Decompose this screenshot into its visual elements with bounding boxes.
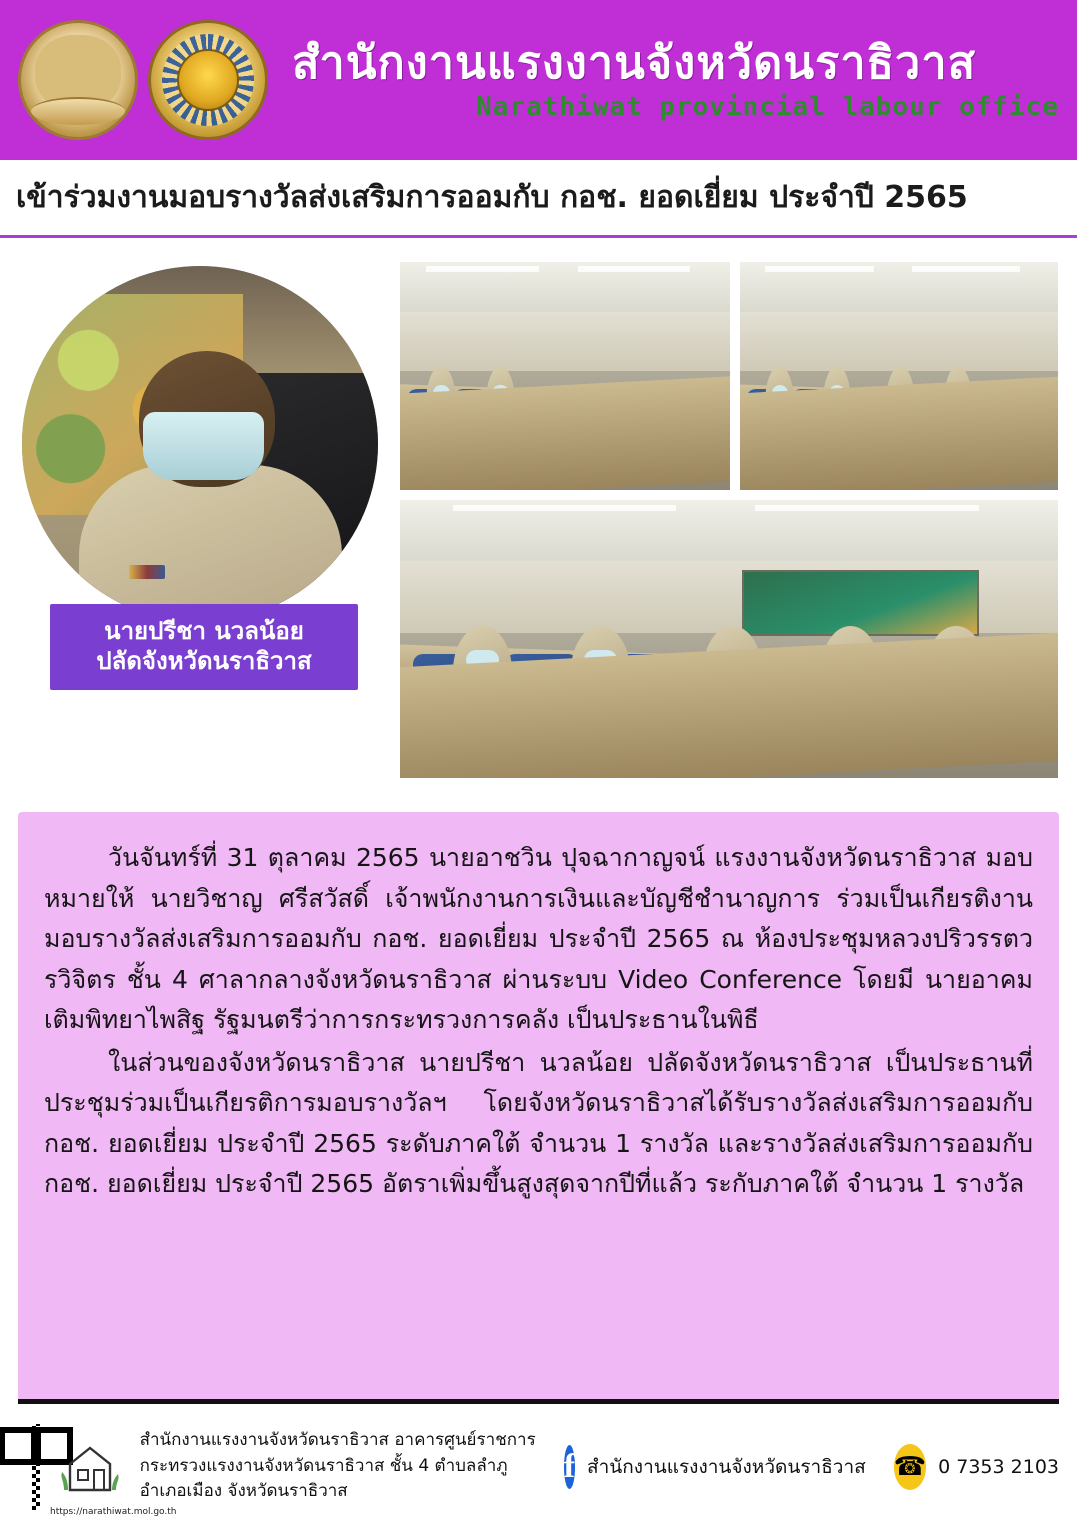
qr-url-label: https://narathiwat.mol.go.th xyxy=(50,1507,177,1517)
page-title-bar xyxy=(0,160,1077,238)
building-icon xyxy=(56,1432,126,1502)
portrait-name-plate xyxy=(50,604,358,690)
photo-meeting-two-officials xyxy=(400,262,730,490)
article-body xyxy=(18,812,1059,1402)
phone-number: 0 7353 2103 xyxy=(938,1455,1059,1478)
address-line-3: อำเภอเมือง จังหวัดนราธิวาส xyxy=(139,1481,348,1502)
article-paragraph-2: ในส่วนของจังหวัดนราธิวาส นายปรีชา นวลน้อย ปลัดจังหวัดนราธิวาส เป็นประธานที่ประชุมร่วมเป็นเกียรติการมอบรางวัลฯ โดยจังหวัดนราธิวาสได้รับรางวัลส่งเสริมการออมกับ กอช. ยอดเยี่ยม ประจำปี 2565 ระดับภาคใต้ จำนวน 1 รางวัล และรางวัลส่งเสริมการออมกับ กอช. ยอดเยี่ยม ประจำปี 2565 อัตราเพิ่มขึ้นสูงสุดจากปีที่แล้ว ระกับภาคใต้ จำนวน 1 รางวัล xyxy=(44,1047,1033,1198)
portrait-caption-name: นายปรีชา นวลน้อย xyxy=(104,617,304,645)
photo-gallery xyxy=(0,238,1077,798)
address-line-1: สำนักงานแรงงานจังหวัดนราธิวาส อาคารศูนย์ราชการ xyxy=(139,1430,536,1451)
portrait-caption-position: ปลัดจังหวัดนราธิวาส xyxy=(96,647,312,675)
photo-video-conference-room xyxy=(400,500,1058,778)
photo-meeting-room-wide xyxy=(740,262,1058,490)
photo-portrait-official xyxy=(22,266,378,622)
address-line-2: กระทรวงแรงงานจังหวัดนราธิวาส ชั้น 4 ตำบลลำภู xyxy=(139,1455,508,1476)
org-name-thai: สำนักงานแรงงานจังหวัดนราธิวาส xyxy=(292,35,977,89)
narathiwat-province-emblem-icon xyxy=(148,20,268,140)
portrait-block xyxy=(22,266,392,690)
qr-code-icon[interactable] xyxy=(32,1424,40,1510)
ministry-of-labour-emblem-icon xyxy=(18,20,138,140)
office-address xyxy=(140,1428,536,1505)
page-header xyxy=(0,0,1077,160)
page-title: เข้าร่วมงานมอบรางวัลส่งเสริมการออมกับ กอช. ยอดเยี่ยม ประจำปี 2565 xyxy=(16,180,968,215)
org-name-english: Narathiwat provincial labour office xyxy=(476,91,1059,122)
telephone-icon: ☎ xyxy=(894,1444,926,1490)
header-title-group xyxy=(278,35,1059,122)
page-footer xyxy=(18,1399,1059,1523)
facebook-page-label: สำนักงานแรงงานจังหวัดนราธิวาส xyxy=(587,1455,866,1478)
facebook-icon[interactable]: f xyxy=(564,1445,575,1489)
article-paragraph-1: วันจันทร์ที่ 31 ตุลาคม 2565 นายอาชวิน ปุจฉากาญจน์ แรงงานจังหวัดนราธิวาส มอบหมายให้ นายวิชาญ ศรีสวัสดิ์ เจ้าพนักงานการเงินและบัญชีชำนาญการ ร่วมเป็นเกียรติงานมอบรางวัลส่งเสริมการออมกับ กอช. ยอดเยี่ยม ประจำปี 2565 ณ ห้องประชุมหลวงปริวรรตวรวิจิตร ชั้น 4 ศาลากลางจังหวัดนราธิวาส ผ่านระบบ Video Conference โดยมี นายอาคม เติมพิทยาไพสิฐ รัฐมนตรีว่าการกระทรวงการคลัง เป็นประธานในพิธี xyxy=(44,843,1033,1034)
